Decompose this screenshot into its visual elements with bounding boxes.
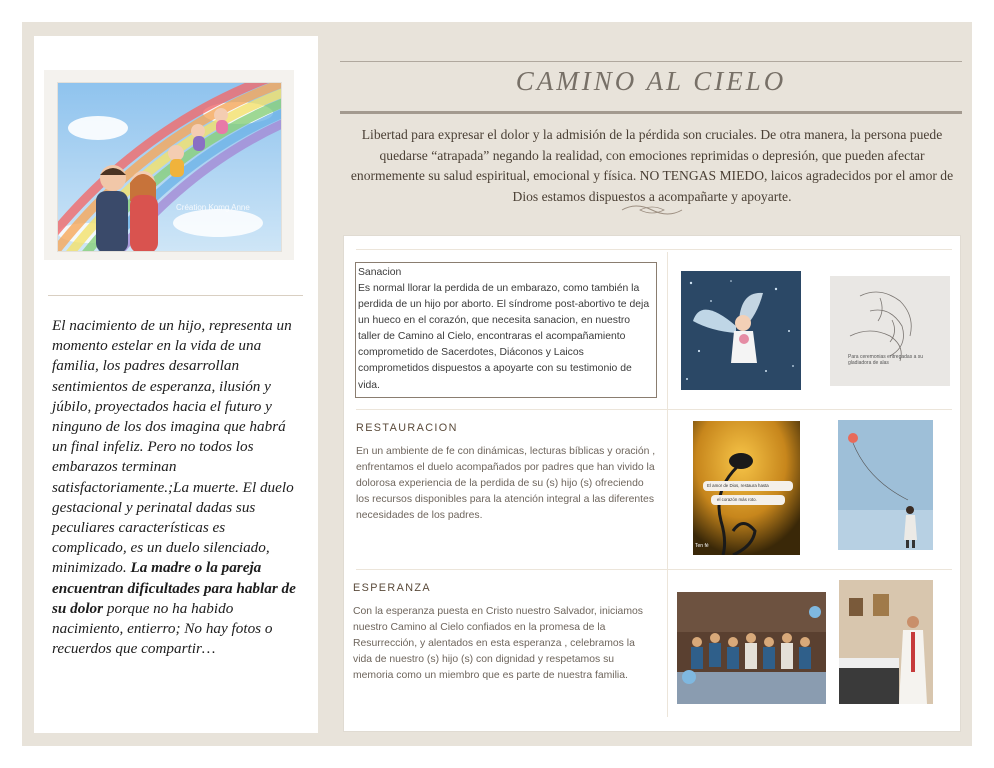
lamp-quote-line1: El amor de Dios, restaura hasta (707, 483, 769, 488)
lamp-heart-photo (693, 421, 800, 555)
group-celebration-photo (677, 592, 826, 704)
intro-paragraph: Libertad para expresar el dolor y la admisión de la pérdida son cruciales. De otra manera, la persona puede quedarse “atrapada” negando la realidad, con emociones reprimidas o depresión, que pueden afectar enormemente su salud espiritual, emocional y física. NO TENGAS MIEDO, laicos agradecidos por el amor de Dios estamos dispuestos a acompañarte y apoyarte. (350, 127, 954, 204)
left-intro-text (52, 316, 298, 659)
balloon-woman-photo (838, 420, 933, 550)
panel-rule-2 (356, 569, 952, 570)
title-rule-top (340, 61, 962, 62)
flourish-ornament (620, 202, 684, 218)
left-text-italic: El nacimiento de un hijo, representa un momento estelar en la vida de una familia, los padres desarrollan sentimientos de esperanza, ilusión y júbilo, proyectados hacia el futuro y ninguno de los dos imagina que habrá un final infeliz. Pero no todos los embarazos terminan satisfactoriamente.;La muerte. El duelo gestacional y perinatal dadas sus peculiares características es complicado, es un duelo silenciado, minimizado. (52, 317, 294, 577)
page-title: CAMINO AL CIELO (515, 66, 787, 96)
lamp-quote-line2: el corazón más roto. (717, 497, 757, 502)
panel-rule-1 (356, 409, 952, 410)
angel-photo (681, 271, 801, 390)
panel-column-divider (667, 252, 668, 717)
left-divider (48, 295, 303, 296)
left-text-bold: La madre o la pareja encuentran dificultades para hablar de su dolor (52, 559, 296, 617)
section-title-esperanza: ESPERANZA (353, 582, 431, 594)
panel-rule-top (356, 249, 952, 250)
section-title-sanacion: Sanacion (358, 267, 402, 278)
priest-altar-photo (839, 580, 933, 704)
section-sanacion (355, 262, 657, 398)
section-title-restauracion: RESTAURACION (356, 422, 458, 434)
rainbow-family-illustration (57, 82, 282, 252)
illustration-credit: Création Komg Anne (176, 203, 250, 212)
section-body-restauracion: En un ambiente de fe con dinámicas, lecturas bíblicas y oración , enfrentamos el duelo acompañados por padres que han vivido la dolorosa experiencia de la perdida de su (s) hijo (s) ofreciendo los recursos disponibles para la atención integral a las diferentes necesidades de los padres. (356, 446, 656, 522)
section-body-esperanza: Con la esperanza puesta en Cristo nuestro Salvador, iniciamos nuestro Camino al Cielo confiados en la promesa de la Resurrección, y alentados en esta esperanza , celebramos la vida de nuestro (s) hijo (s) con dignidad y respetamos su memoria como un miembro que es parte de nuestra familia. (353, 606, 643, 682)
lamp-tag: Ten fé (695, 543, 709, 549)
left-text-end: porque no ha habido nacimiento, entierro; No hay fotos o recuerdos que compartir… (52, 599, 273, 658)
section-body-sanacion: Es normal llorar la perdida de un embarazo, como también la perdida de un hijo por aborto. El síndrome post-abortivo te deja un hueco en el corazón, que necesita sanacion, en nuestro taller de Camino al Cielo, encontraras el acompañamiento comprometido de Sacerdotes, Diáconos y Laicos comprometidos dispuestos a apoyarte con su testimonio de vida. (358, 283, 650, 391)
title-rule-bottom (340, 111, 962, 114)
sketch-caption: Para ceremonias entregadas a su gladiadora de alas (848, 354, 924, 366)
sketch-mother-photo (830, 276, 950, 386)
